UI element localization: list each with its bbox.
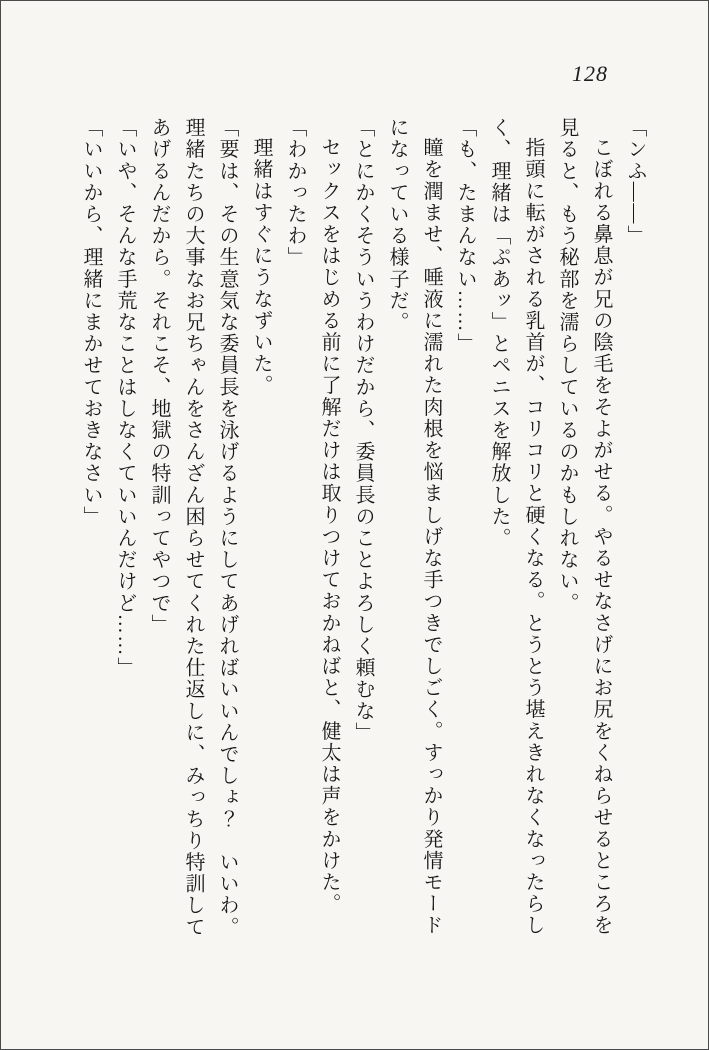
text-line: 指頭に転がされる乳首が、コリコリと硬くなる。とうとう堪えきれなくなったらし (522, 137, 544, 937)
text-line: 理緒はすぐにうなずいた。 (250, 137, 272, 397)
text-line: 「わかったわ」 (284, 117, 306, 269)
text-line: 「とにかくそういうわけだから、委員長のことよろしく頼むな」 (352, 117, 374, 744)
text-line: 「いや、そんな手荒なことはしなくていいんだけど……」 (114, 117, 136, 679)
text-line: あげるんだから。それこそ、地獄の特訓ってやつで」 (148, 117, 170, 636)
text-line: セックスをはじめる前に了解だけは取りつけておかねばと、健太は声をかけた。 (318, 137, 340, 915)
text-line: く、理緒は「ぷあッ」とペニスを解放した。 (488, 117, 510, 549)
text-line: になっている様子だ。 (386, 117, 408, 333)
text-line: 「ンふ――」 (624, 117, 646, 247)
text-line: 「も、たまんない……」 (454, 117, 476, 355)
text-line: 理緒たちの大事なお兄ちゃんをさんざん困らせてくれた仕返しに、みっちり特訓して (182, 117, 204, 938)
text-line: 「いいから、理緒にまかせておきなさい」 (80, 117, 102, 528)
text-line: 「要は、その生意気な委員長を泳げるようにしてあげればいいんでしょ？ いいわ。 (216, 117, 238, 938)
page-number: 128 (572, 61, 608, 86)
text-line: 瞳を潤ませ、唾液に濡れた肉根を悩ましげな手つきでしごく。すっかり発情モード (420, 137, 442, 937)
text-block (74, 117, 652, 967)
text-line: 見ると、もう秘部を濡らしているのかもしれない。 (556, 117, 578, 614)
text-line: こぼれる鼻息が兄の陰毛をそよがせる。やるせなさげにお尻をくねらせるところを (590, 137, 612, 937)
